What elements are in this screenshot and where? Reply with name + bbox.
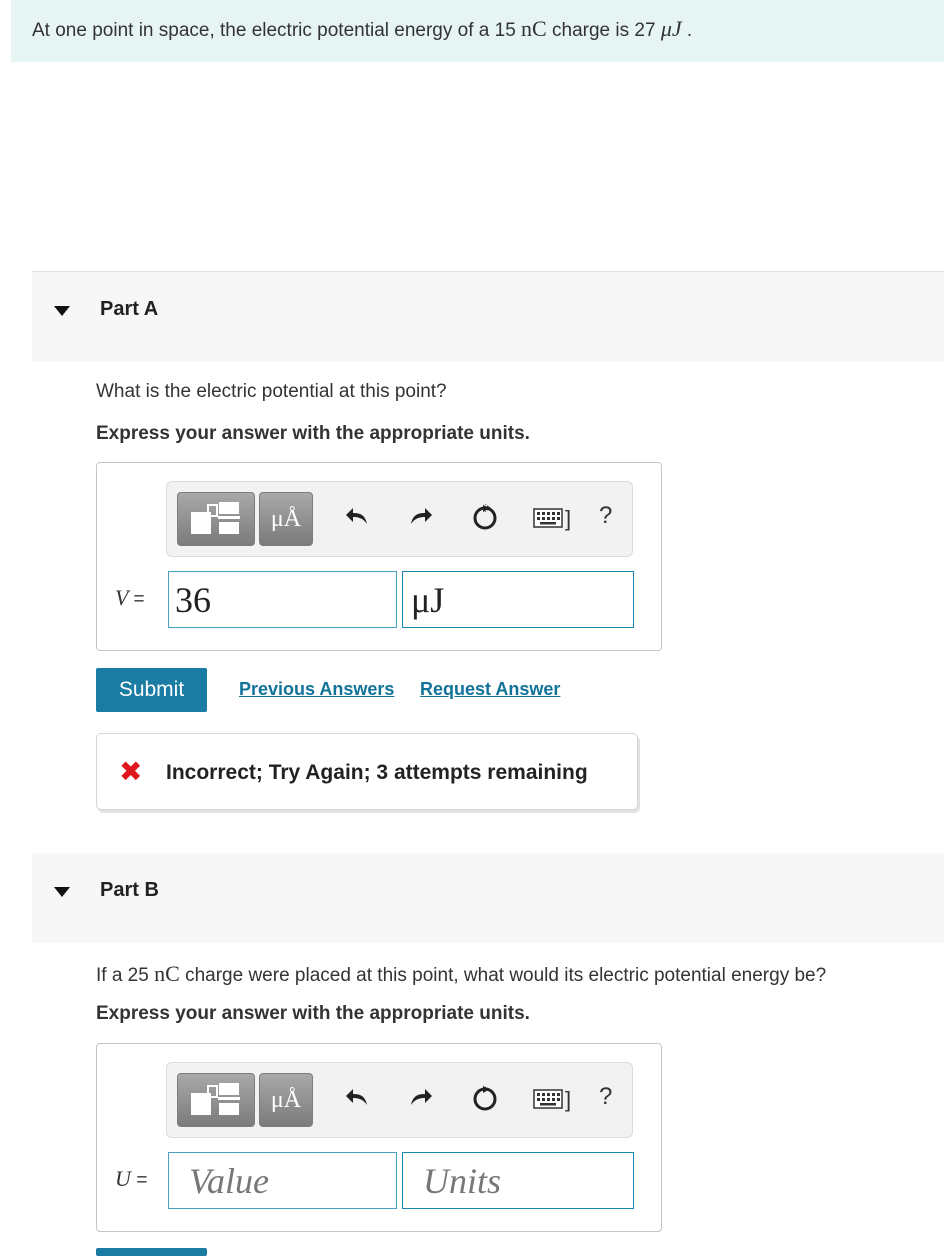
redo-icon[interactable] [407, 504, 433, 534]
undo-icon[interactable] [345, 1085, 371, 1115]
collapse-caret-icon[interactable] [54, 887, 70, 897]
part-a-submit-button[interactable]: Submit [96, 668, 207, 712]
part-a-header[interactable] [32, 271, 944, 362]
part-a-answer-box [96, 462, 662, 651]
collapse-caret-icon[interactable] [54, 306, 70, 316]
energy-unit: μJ [660, 16, 682, 41]
part-b-value-input[interactable] [168, 1152, 397, 1209]
charge-unit: nC [521, 16, 547, 41]
templates-button[interactable] [177, 1073, 255, 1127]
problem-statement [11, 0, 944, 62]
part-b-variable [115, 1166, 148, 1192]
part-b-question [96, 961, 826, 987]
units-placeholder: Units [423, 1161, 502, 1201]
units-button[interactable] [259, 1073, 313, 1127]
units-icon: μÅ [270, 1087, 302, 1113]
previous-answers-link[interactable]: Previous Answers [239, 679, 395, 699]
part-a-variable [115, 585, 145, 611]
part-a-title: Part A [100, 298, 159, 320]
part-b-instruction: Express your answer with the appropriate units. [96, 1003, 530, 1024]
keyboard-bracket: ] [565, 506, 572, 531]
part-b-header[interactable] [32, 853, 944, 943]
incorrect-x-icon: ✖ [119, 756, 143, 787]
help-icon[interactable]: ? [599, 1083, 613, 1110]
problem-text [32, 16, 692, 42]
part-a-feedback [96, 733, 638, 810]
question-prefix: If a 25 [96, 965, 155, 986]
undo-icon[interactable] [345, 504, 371, 534]
equals-sign: = [136, 1170, 148, 1191]
fraction-template-icon [191, 1083, 241, 1117]
problem-prefix: At one point in space, the electric potential energy of a 15 [32, 20, 522, 41]
part-a-question: What is the electric potential at this point? [96, 381, 447, 402]
reset-icon[interactable] [471, 502, 499, 532]
part-a-math-toolbar [166, 481, 633, 557]
units-icon: μÅ [270, 506, 302, 532]
question-suffix: charge were placed at this point, what would its electric potential energy be? [179, 965, 827, 986]
redo-icon[interactable] [407, 1085, 433, 1115]
part-a-instruction: Express your answer with the appropriate units. [96, 423, 530, 444]
equals-sign: = [133, 589, 145, 610]
reset-icon[interactable] [471, 1083, 499, 1113]
question-unit: nC [154, 961, 180, 986]
feedback-message: Incorrect; Try Again; 3 attempts remaining [166, 761, 588, 784]
variable-symbol: V [115, 585, 129, 610]
templates-button[interactable] [177, 492, 255, 546]
part-b-math-toolbar [166, 1062, 633, 1138]
part-a-units-input[interactable]: μJ [402, 571, 634, 628]
keyboard-icon[interactable] [533, 1089, 563, 1119]
variable-symbol: U [115, 1166, 131, 1191]
units-button[interactable] [259, 492, 313, 546]
request-answer-link[interactable]: Request Answer [420, 679, 561, 699]
problem-suffix: . [681, 20, 693, 41]
problem-middle: charge is 27 [546, 20, 661, 41]
part-a-value-input[interactable]: 36 [168, 571, 397, 628]
part-b-answer-box [96, 1043, 662, 1232]
fraction-template-icon [191, 502, 241, 536]
part-b-units-input[interactable] [402, 1152, 634, 1209]
value-placeholder: Value [189, 1161, 269, 1201]
keyboard-bracket: ] [565, 1087, 572, 1112]
part-b-submit-button[interactable] [96, 1248, 207, 1256]
part-b-title: Part B [100, 879, 159, 901]
keyboard-icon[interactable] [533, 508, 563, 538]
help-icon[interactable]: ? [599, 502, 613, 529]
